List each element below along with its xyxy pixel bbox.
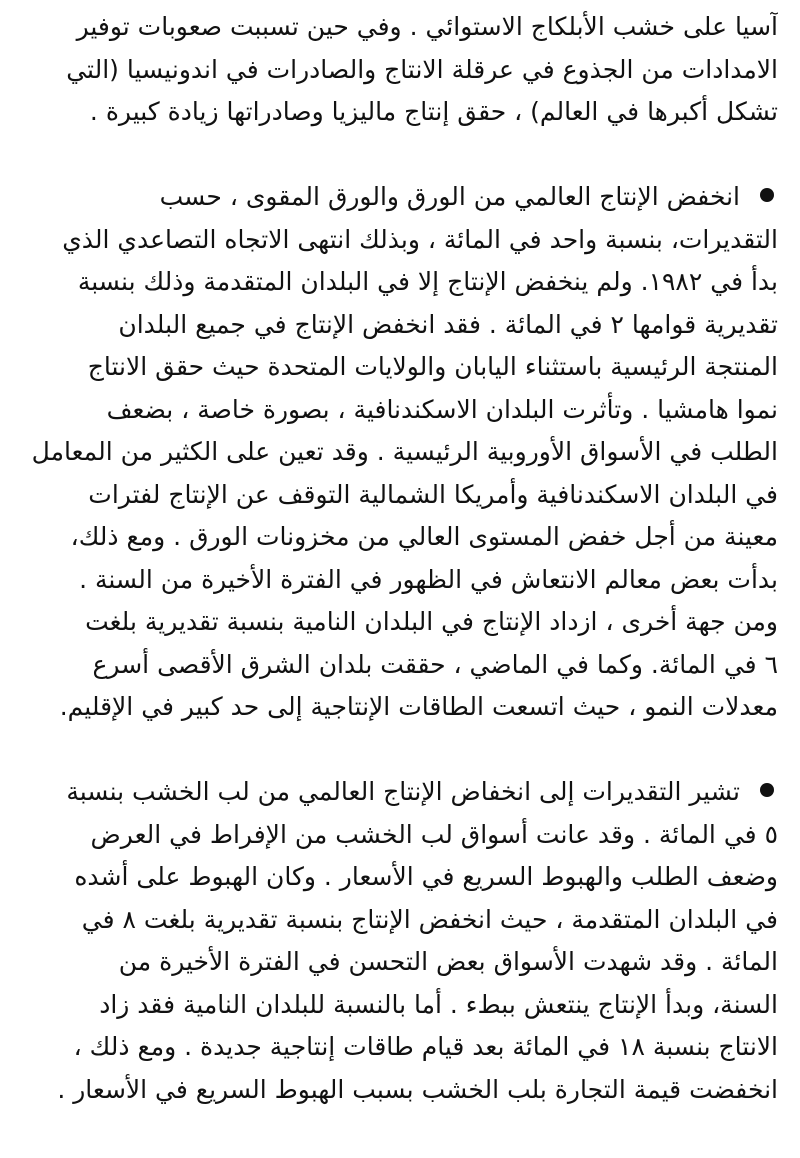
text-line: الطلب في الأسواق الأوروبية الرئيسية . وقد تعين على الكثير من المعامل (31, 437, 778, 466)
paragraph-paper-production (18, 176, 778, 729)
text-line: التقديرات، بنسبة واحد في المائة ، وبذلك انتهى الاتجاه التصاعدي الذي (62, 224, 778, 254)
text-line-bulleted (18, 771, 778, 814)
paragraph-wood-pulp (18, 771, 778, 1111)
text-line: ٥ في المائة . وقد عانت أسواق لب الخشب من الإفراط في العرض (90, 819, 778, 849)
text-line: نموا هامشيا . وتأثرت البلدان الاسكندنافية ، بصورة خاصة ، بضعف (106, 394, 778, 424)
text-line: بدأت بعض معالم الانتعاش في الظهور في الفترة الأخيرة من السنة . (79, 564, 778, 594)
text-line: انخفضت قيمة التجارة بلب الخشب بسبب الهبوط السريع في الأسعار . (57, 1074, 778, 1104)
paragraph-plywood-continuation (18, 6, 778, 134)
text-line: ٦ في المائة. وكما في الماضي ، حققت بلدان الشرق الأقصى أسرع (92, 649, 778, 679)
text-line: انخفض الإنتاج العالمي من الورق والورق المقوى ، حسب (159, 182, 740, 211)
text-line: تشير التقديرات إلى انخفاض الإنتاج العالمي من لب الخشب بنسبة (66, 777, 740, 806)
text-line-bulleted (18, 176, 778, 219)
text-line: السنة، وبدأ الإنتاج ينتعش ببطء . أما بالنسبة للبلدان النامية فقد زاد (99, 989, 778, 1019)
text-line: معدلات النمو ، حيث اتسعت الطاقات الإنتاجية إلى حد كبير في الإقليم. (59, 692, 778, 721)
text-line: في البلدان المتقدمة ، حيث انخفض الإنتاج بنسبة تقديرية بلغت ٨ في (81, 904, 778, 934)
text-line: تقديرية قوامها ٢ في المائة . فقد انخفض الإنتاج في جميع البلدان (118, 309, 778, 339)
bullet-icon (760, 783, 774, 797)
text-line: ومن جهة أخرى ، ازداد الإنتاج في البلدان النامية بنسبة تقديرية بلغت (85, 607, 778, 636)
text-line: المائة . وقد شهدت الأسواق بعض التحسن في الفترة الأخيرة من (118, 947, 778, 976)
text-line: المنتجة الرئيسية باستثناء اليابان والولايات المتحدة حيث حقق الانتاج (87, 352, 778, 381)
paragraph-spacer (18, 729, 778, 772)
text-line: الامدادات من الجذوع في عرقلة الانتاج والصادرات في اندونيسيا (التي (66, 54, 778, 84)
paragraph-spacer (18, 134, 778, 177)
text-line: وضعف الطلب والهبوط السريع في الأسعار . وكان الهبوط على أشده (74, 862, 778, 891)
text-line: معينة من أجل خفض المستوى العالي من مخزونات الورق . ومع ذلك، (70, 522, 778, 551)
text-line: الانتاج بنسبة ١٨ في المائة بعد قيام طاقات إنتاجية جديدة . ومع ذلك ، (73, 1032, 778, 1061)
text-line: بدأ في ١٩٨٢. ولم ينخفض الإنتاج إلا في البلدان المتقدمة وذلك بنسبة (77, 267, 778, 296)
bullet-icon (760, 188, 774, 202)
text-line: في البلدان الاسكندنافية وأمريكا الشمالية التوقف عن الإنتاج لفترات (88, 479, 778, 509)
text-line: تشكل أكبرها في العالم) ، حقق إنتاج ماليزيا وصادراتها زيادة كبيرة . (89, 97, 778, 126)
text-line: آسيا على خشب الأبلكاج الاستوائي . وفي حين تسببت صعوبات توفير (76, 12, 778, 41)
